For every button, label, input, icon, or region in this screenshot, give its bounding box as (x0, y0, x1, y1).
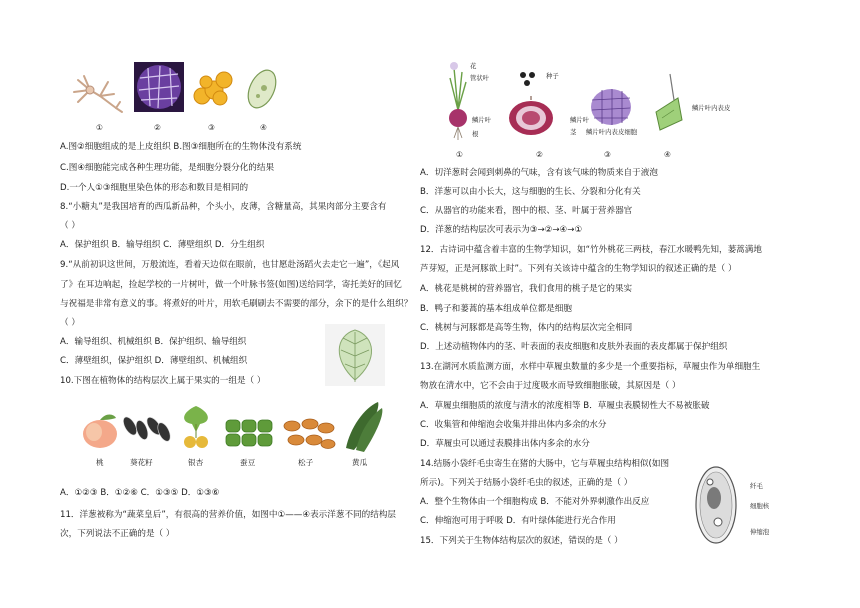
q12-option-a: A．桃花是桃树的营养器官，我们食用的桃子是它的果实 (420, 284, 633, 294)
onion-seeds-figure (518, 70, 538, 88)
label-stem: 茎 (570, 128, 577, 136)
q10-label-cucumber: 黄瓜 (352, 458, 368, 467)
onion-num-1: ① (456, 150, 463, 159)
q7-fig-label-4: ④ (260, 123, 267, 132)
peach-figure (78, 410, 122, 450)
onion-num-3: ③ (604, 150, 611, 159)
label-scale-leaf: 鳞片叶 (472, 116, 492, 124)
q12-stem-line-2: 芦芽短，正是河豚欲上时”。下列有关该诗中蕴含的生物学知识的叙述正确的是（ ） (420, 264, 737, 274)
q13-stem-line-1: 13.在湖河水质监测方面，水样中草履虫数量的多少是一个重要指标，草履虫作为单细胞生 (420, 362, 761, 372)
q7-fig-label-2: ② (154, 123, 161, 132)
q12-stem-line-1: 12．古诗词中蕴含着丰富的生物学知识，如“竹外桃花三两枝，春江水暖鸭先知，蒌蒿满地 (420, 245, 762, 255)
onion-bulb-figure (506, 96, 556, 136)
nerve-cell-figure (70, 72, 126, 116)
q13-stem-line-2: 物放在清水中，它不会由于过度吸水而导致细胞胀破，其原因是（ ） (420, 381, 681, 391)
q10-label-pine-nut: 松子 (298, 458, 314, 467)
q9-option-ab: A．输导组织、机械组织 B．保护组织、输导组织 (60, 337, 247, 347)
label-contractile-vacuole: 伸缩泡 (750, 528, 770, 536)
q11-option-b: B．洋葱可以由小长大，这与细胞的生长、分裂和分化有关 (420, 187, 641, 197)
label-cells: 鳞片叶内表皮细胞 (586, 128, 638, 136)
q13-option-ab: A．草履虫细胞质的浓度与清水的浓度相等 B．草履虫表膜韧性大不易被胀破 (420, 401, 710, 411)
onion-num-2: ② (536, 150, 543, 159)
q9-stem-line-1: 9.“从前初识这世间，万般流连，看着天边似在眼前，也甘愿赴汤蹈火去走它一遍”，《起风 (60, 260, 400, 270)
leaf-vein-bookmark-figure (325, 324, 385, 386)
q14-option-ab: A．整个生物体由一个细胞构成 B．不能对外界刺激作出反应 (420, 497, 650, 507)
q13-option-c: C．收集管和伸缩泡会收集并排出体内多余的水分 (420, 420, 607, 430)
label-seed: 种子 (546, 72, 559, 80)
q11-option-c: C．从器官的功能来看，图中的根、茎、叶属于营养器官 (420, 206, 633, 216)
q7-fig-label-3: ③ (208, 123, 215, 132)
label-root: 根 (472, 130, 479, 138)
q14-stem-line-1: 14.结肠小袋纤毛虫寄生在猪的大肠中，它与草履虫结构相似(如图 (420, 459, 670, 469)
q12-option-c: C．桃树与河豚都是高等生物，体内的结构层次完全相同 (420, 323, 633, 333)
q11-stem-line-2: 次，下列说法不正确的是（ ） (60, 529, 175, 539)
onion-num-4: ④ (664, 150, 671, 159)
q7-option-c: C.图④细胞能完成各种生理功能，是细胞分裂分化的结果 (60, 163, 275, 173)
onion-epidermis-figure (648, 72, 688, 136)
q10-options: A．①②③ B．①②⑥ C．①③⑤ D．①③⑥ (60, 488, 220, 498)
sunflower-seeds-figure (120, 412, 172, 446)
cucumber-figure (338, 398, 386, 454)
paramecium-figure (242, 66, 282, 112)
q9-stem-line-2: 了》在耳边响起，捡起学校的一片树叶，做一个叶脉书签(如图)送给同学，寄托美好的回忆 (60, 280, 402, 290)
plant-cells-micrograph (134, 62, 184, 112)
q10-stem: 10.下图在植物体的结构层次上属于果实的一组是（ ） (60, 376, 266, 386)
label-flower: 花 (470, 62, 477, 70)
q8-stem: 8.“小糖丸”是我国培育的西瓜新品种，个头小，皮薄，含糖量高，其果肉部分主要含有 (60, 202, 387, 212)
q11-option-d: D．洋葱的结构层次可表示为③→②→④→① (420, 225, 583, 235)
q13-option-d: D．草履虫可以通过表膜排出体内多余的水分 (420, 439, 590, 449)
q12-option-b: B．鸭子和蒌蒿的基本组成单位都是细胞 (420, 304, 572, 314)
label-scale-leaf-2: 鳞片叶 (570, 116, 590, 124)
q9-stem-line-4: （ ） (60, 318, 80, 328)
q7-fig-label-1: ① (96, 123, 103, 132)
ginkgo-figure (176, 402, 216, 452)
q7-option-ab: A.图②细胞组成的是上皮组织 B.图③细胞所在的生物体没有系统 (60, 142, 302, 152)
q10-label-broad-bean: 蚕豆 (240, 458, 256, 467)
q10-label-peach: 桃 (96, 458, 104, 467)
broad-beans-figure (224, 418, 274, 450)
onion-cells-figure (590, 88, 632, 126)
label-nucleus: 细胞核 (750, 502, 770, 510)
q7-option-d: D.一个人①③细胞里染色体的形态和数目是相同的 (60, 183, 249, 193)
label-cilia: 纤毛 (750, 482, 763, 490)
yellow-cells-figure (190, 66, 234, 110)
pine-nuts-figure (282, 416, 338, 452)
q10-label-ginkgo: 银杏 (188, 458, 204, 467)
q12-option-d: D．上述动植物体内的茎、叶表面的表皮细胞和皮肤外表面的表皮都属于保护组织 (420, 342, 728, 352)
q9-option-cd: C．薄壁组织，保护组织 D．薄壁组织、机械组织 (60, 356, 248, 366)
q9-stem-line-3: 与祝福是非常有意义的事。将煮好的叶片，用软毛刷刷去不需要的部分，余下的是什么组织？ (60, 299, 413, 309)
q15-stem: 15．下列关于生物体结构层次的叙述，错误的是（ ） (420, 536, 623, 546)
q11-stem-line-1: 11．洋葱被称为“蔬菜皇后”，有很高的营养价值，如图中①——④表示洋葱不同的结构层 (60, 510, 397, 520)
label-epidermis: 鳞片叶内表皮 (692, 104, 731, 112)
q8-paren: （ ） (60, 221, 80, 231)
q14-stem-line-2: 所示)。下列关于结肠小袋纤毛虫的叙述，正确的是（ ） (420, 478, 633, 488)
balantidium-figure (690, 462, 742, 548)
q14-option-cd: C．伸缩泡可用于呼吸 D．有叶绿体能进行光合作用 (420, 516, 616, 526)
label-stem-leaf: 管状叶 (470, 74, 490, 82)
q11-option-a: A．切洋葱时会闻到刺鼻的气味，含有该气味的物质来自于液泡 (420, 168, 658, 178)
q10-label-sunflower-seed: 葵花籽 (130, 458, 153, 467)
q8-options: A．保护组织 B．输导组织 C．薄壁组织 D．分生组织 (60, 240, 265, 250)
